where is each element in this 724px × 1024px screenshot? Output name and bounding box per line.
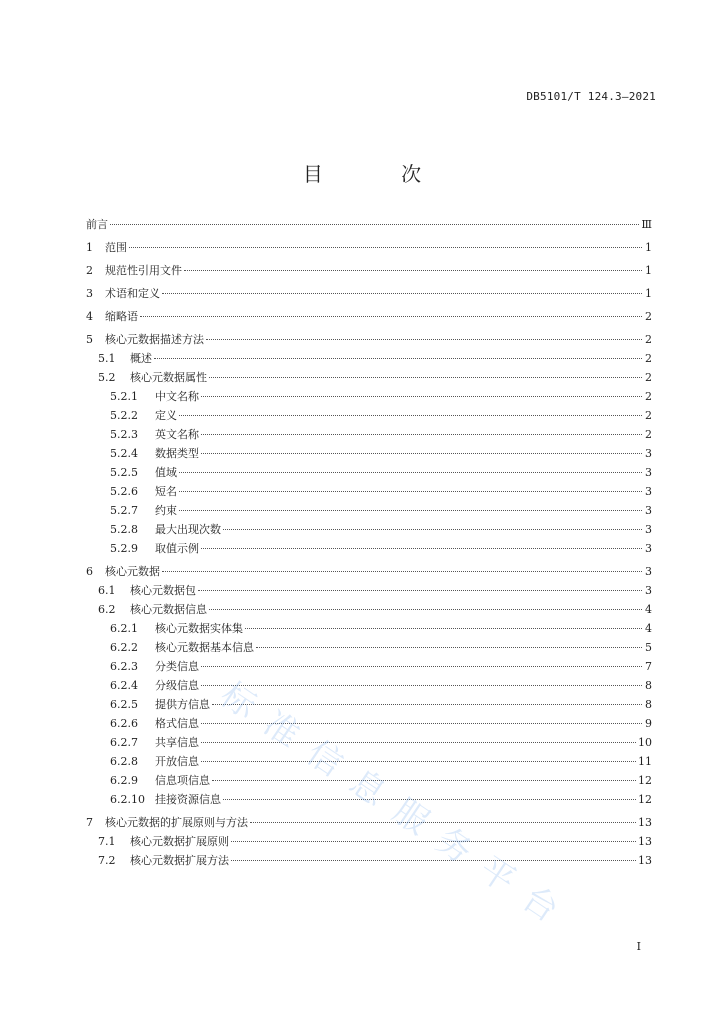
- toc-entry-label: 规范性引用文件: [105, 264, 182, 277]
- toc-entry[interactable]: [86, 696, 652, 715]
- toc-entry-number: 5.2.5: [110, 466, 138, 479]
- toc-entry[interactable]: [86, 216, 652, 235]
- toc-entry-number: 5.1: [98, 352, 116, 365]
- toc-dot-leader: [223, 529, 642, 530]
- toc-entry-page: Ⅲ: [641, 218, 652, 231]
- toc-entry-label: 缩略语: [105, 310, 138, 323]
- toc-entry[interactable]: [86, 308, 652, 327]
- toc-entry-number: 5.2.6: [110, 485, 138, 498]
- toc-entry[interactable]: [86, 601, 652, 620]
- toc-dot-leader: [256, 647, 642, 648]
- toc-dot-leader: [162, 571, 642, 572]
- toc-entry-page: 2: [645, 371, 652, 384]
- toc-entry[interactable]: [86, 620, 652, 639]
- toc-entry-label: 英文名称: [155, 428, 199, 441]
- toc-entry[interactable]: [86, 582, 652, 601]
- toc-entry-label: 核心元数据扩展方法: [130, 854, 229, 867]
- toc-entry-label: 取值示例: [155, 542, 199, 555]
- toc-entry-page: 10: [638, 736, 652, 749]
- toc-entry-page: 9: [645, 717, 652, 730]
- page-title: 目 次: [302, 162, 458, 186]
- toc-entry[interactable]: [86, 502, 652, 521]
- toc-entry-page: 3: [645, 565, 652, 578]
- toc-entry-page: 13: [638, 854, 652, 867]
- toc-entry-label: 核心元数据实体集: [155, 622, 243, 635]
- toc-entry[interactable]: [86, 407, 652, 426]
- toc-entry-label: 中文名称: [155, 390, 199, 403]
- toc-entry[interactable]: [86, 639, 652, 658]
- toc-entry-page: 2: [645, 390, 652, 403]
- toc-entry-label: 概述: [130, 352, 152, 365]
- toc-entry-number: 5.2.2: [110, 409, 138, 422]
- toc-entry[interactable]: [86, 285, 652, 304]
- toc-entry-page: 4: [645, 603, 652, 616]
- toc-entry-label: 共享信息: [155, 736, 199, 749]
- toc-entry[interactable]: [86, 814, 652, 833]
- toc-entry-number: 5: [86, 333, 93, 346]
- toc-entry-label: 核心元数据: [105, 565, 160, 578]
- toc-entry-label: 核心元数据扩展原则: [130, 835, 229, 848]
- toc-dot-leader: [231, 841, 636, 842]
- toc-entry-number: 5.2.4: [110, 447, 138, 460]
- toc-dot-leader: [209, 609, 642, 610]
- toc-entry-number: 7.1: [98, 835, 116, 848]
- toc-entry[interactable]: [86, 521, 652, 540]
- toc-entry[interactable]: [86, 483, 652, 502]
- toc-dot-leader: [201, 723, 642, 724]
- toc-entry-label: 核心元数据属性: [130, 371, 207, 384]
- toc-entry-page: 3: [645, 485, 652, 498]
- toc-dot-leader: [110, 224, 639, 225]
- toc-dot-leader: [209, 377, 642, 378]
- toc-dot-leader: [129, 247, 642, 248]
- toc-entry-label: 约束: [155, 504, 177, 517]
- toc-entry[interactable]: [86, 753, 652, 772]
- toc-entry-label: 术语和定义: [105, 287, 160, 300]
- toc-dot-leader: [201, 742, 636, 743]
- toc-entry-number: 4: [86, 310, 93, 323]
- toc-entry-number: 5.2.7: [110, 504, 138, 517]
- toc-entry-page: 2: [645, 428, 652, 441]
- toc-entry-page: 5: [645, 641, 652, 654]
- toc-entry[interactable]: [86, 852, 652, 871]
- toc-dot-leader: [201, 761, 636, 762]
- toc-dot-leader: [212, 704, 642, 705]
- toc-entry-page: 2: [645, 352, 652, 365]
- toc-entry-number: 2: [86, 264, 93, 277]
- watermark: 标准信息服务平台: [213, 674, 581, 941]
- toc-entry-page: 3: [645, 466, 652, 479]
- toc-entry-page: 3: [645, 523, 652, 536]
- toc-entry[interactable]: [86, 350, 652, 369]
- toc-entry-number: 5.2.1: [110, 390, 138, 403]
- toc-entry[interactable]: [86, 563, 652, 582]
- toc-dot-leader: [162, 293, 642, 294]
- toc-entry-page: 1: [645, 241, 652, 254]
- toc-entry-number: 6.2.9: [110, 774, 138, 787]
- toc-entry[interactable]: [86, 331, 652, 350]
- toc-entry-label: 挂接资源信息: [155, 793, 221, 806]
- toc-dot-leader: [231, 860, 636, 861]
- toc-dot-leader: [179, 415, 642, 416]
- toc-dot-leader: [198, 590, 642, 591]
- toc-entry-page: 13: [638, 835, 652, 848]
- toc-entry[interactable]: [86, 772, 652, 791]
- toc-entry-number: 6.2.1: [110, 622, 138, 635]
- toc-entry-label: 格式信息: [155, 717, 199, 730]
- toc-entry[interactable]: [86, 239, 652, 258]
- toc-entry-page: 12: [638, 793, 652, 806]
- toc-dot-leader: [201, 396, 642, 397]
- toc-entry[interactable]: [86, 791, 652, 810]
- toc-entry-label: 提供方信息: [155, 698, 210, 711]
- toc-entry-page: 3: [645, 447, 652, 460]
- toc-entry-label: 开放信息: [155, 755, 199, 768]
- toc-entry[interactable]: [86, 540, 652, 559]
- toc-entry-number: 6.1: [98, 584, 116, 597]
- toc-entry[interactable]: [86, 369, 652, 388]
- toc-entry-number: 3: [86, 287, 93, 300]
- toc-entry[interactable]: [86, 715, 652, 734]
- toc-entry-number: 6.2.5: [110, 698, 138, 711]
- toc-entry-number: 7.2: [98, 854, 116, 867]
- toc-entry-number: 6.2.8: [110, 755, 138, 768]
- toc-entry-label: 值域: [155, 466, 177, 479]
- toc-entry-page: 3: [645, 542, 652, 555]
- toc-entry[interactable]: [86, 677, 652, 696]
- toc-dot-leader: [179, 472, 642, 473]
- document-id: DB5101/T 124.3—2021: [526, 90, 656, 103]
- toc-entry-page: 2: [645, 310, 652, 323]
- toc-entry[interactable]: [86, 833, 652, 852]
- toc-entry-label: 范围: [105, 241, 127, 254]
- toc-dot-leader: [201, 548, 642, 549]
- toc-entry-number: 6.2.10: [110, 793, 145, 806]
- toc-dot-leader: [201, 434, 642, 435]
- toc-entry-page: 8: [645, 679, 652, 692]
- toc-entry-number: 6: [86, 565, 93, 578]
- toc-entry[interactable]: [86, 426, 652, 445]
- toc-entry-label: 核心元数据基本信息: [155, 641, 254, 654]
- toc-entry[interactable]: [86, 658, 652, 677]
- toc-entry-number: 7: [86, 816, 93, 829]
- toc-entry-page: 8: [645, 698, 652, 711]
- toc-entry-page: 3: [645, 584, 652, 597]
- toc-entry[interactable]: [86, 388, 652, 407]
- toc-entry-page: 4: [645, 622, 652, 635]
- toc-entry-number: 1: [86, 241, 93, 254]
- toc-dot-leader: [201, 685, 642, 686]
- toc-entry-page: 3: [645, 504, 652, 517]
- toc-entry-label: 前言: [86, 218, 108, 231]
- toc-entry-page: 11: [638, 755, 652, 768]
- toc-entry-number: 6.2: [98, 603, 116, 616]
- toc-entry-label: 核心元数据信息: [130, 603, 207, 616]
- toc-entry-label: 定义: [155, 409, 177, 422]
- toc-entry-number: 6.2.2: [110, 641, 138, 654]
- toc-entry-number: 5.2.8: [110, 523, 138, 536]
- toc-entry-label: 核心元数据描述方法: [105, 333, 204, 346]
- toc-entry-page: 1: [645, 264, 652, 277]
- toc-entry-label: 最大出现次数: [155, 523, 221, 536]
- toc-entry-number: 5.2.9: [110, 542, 138, 555]
- toc-entry-page: 13: [638, 816, 652, 829]
- toc-entry[interactable]: [86, 734, 652, 753]
- toc-dot-leader: [179, 510, 642, 511]
- toc-entry-number: 6.2.4: [110, 679, 138, 692]
- toc-entry-page: 1: [645, 287, 652, 300]
- toc-entry-label: 信息项信息: [155, 774, 210, 787]
- toc-entry-number: 6.2.6: [110, 717, 138, 730]
- toc-entry[interactable]: [86, 445, 652, 464]
- toc-dot-leader: [206, 339, 642, 340]
- table-of-contents: [86, 216, 652, 871]
- toc-dot-leader: [140, 316, 642, 317]
- toc-dot-leader: [201, 453, 642, 454]
- toc-dot-leader: [245, 628, 642, 629]
- toc-entry-label: 短名: [155, 485, 177, 498]
- toc-entry-label: 核心元数据包: [130, 584, 196, 597]
- toc-dot-leader: [201, 666, 642, 667]
- toc-dot-leader: [223, 799, 636, 800]
- toc-entry-number: 5.2: [98, 371, 116, 384]
- toc-entry-page: 7: [645, 660, 652, 673]
- toc-entry-page: 12: [638, 774, 652, 787]
- toc-entry-label: 核心元数据的扩展原则与方法: [105, 816, 248, 829]
- toc-entry-number: 6.2.7: [110, 736, 138, 749]
- page-number: I: [636, 940, 641, 953]
- toc-entry-number: 6.2.3: [110, 660, 138, 673]
- toc-entry-label: 分级信息: [155, 679, 199, 692]
- toc-entry[interactable]: [86, 262, 652, 281]
- toc-entry[interactable]: [86, 464, 652, 483]
- toc-entry-page: 2: [645, 333, 652, 346]
- toc-entry-page: 2: [645, 409, 652, 422]
- toc-dot-leader: [179, 491, 642, 492]
- toc-entry-label: 分类信息: [155, 660, 199, 673]
- toc-entry-label: 数据类型: [155, 447, 199, 460]
- toc-dot-leader: [212, 780, 636, 781]
- toc-dot-leader: [184, 270, 642, 271]
- toc-dot-leader: [250, 822, 636, 823]
- toc-entry-number: 5.2.3: [110, 428, 138, 441]
- toc-dot-leader: [154, 358, 642, 359]
